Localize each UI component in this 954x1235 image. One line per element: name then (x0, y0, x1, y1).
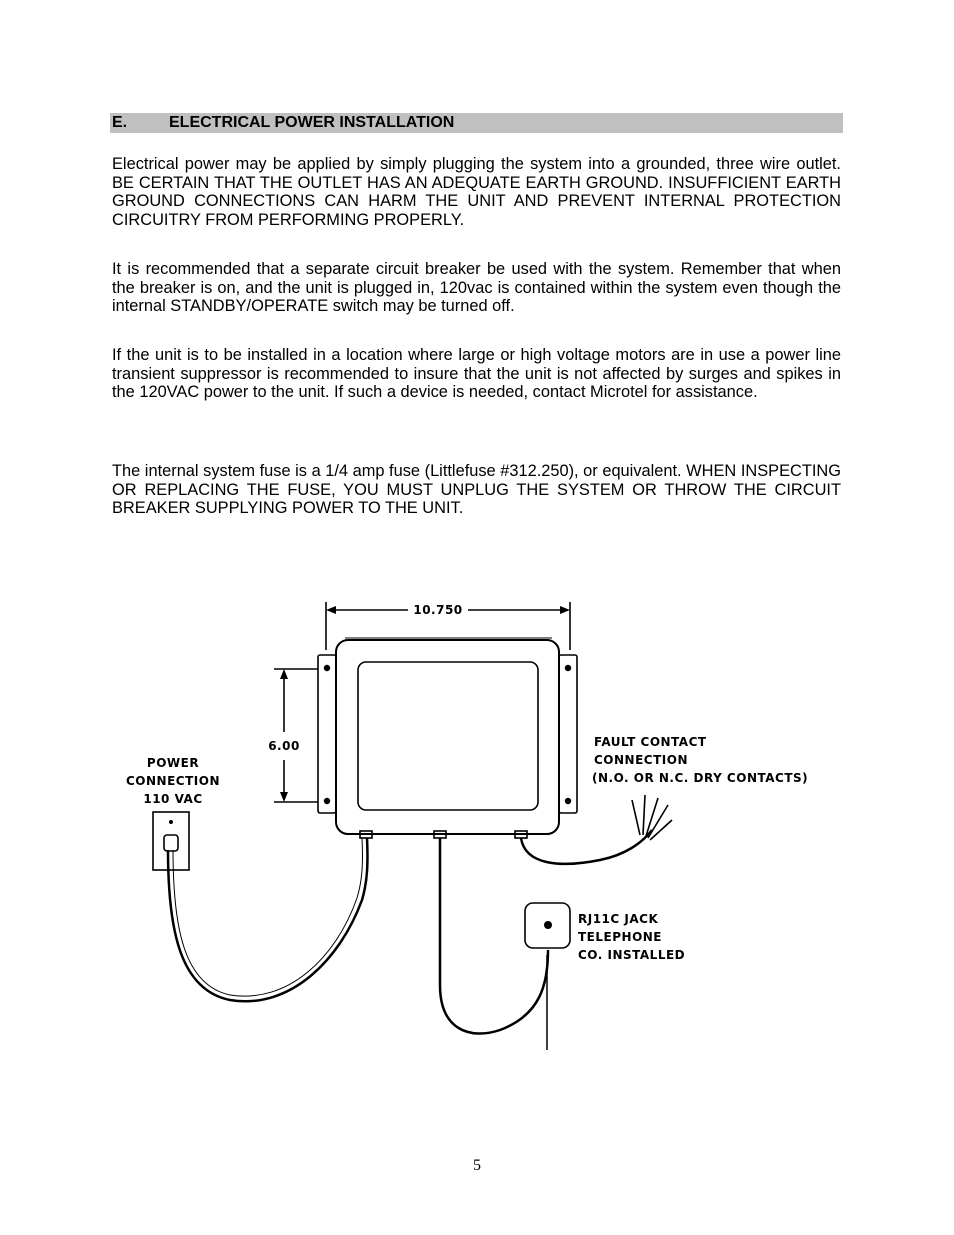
fault-wire-1 (632, 800, 640, 835)
left-mounting-flange (318, 655, 336, 813)
height-arrow-bottom (280, 792, 288, 802)
fault-label-line-1: FAULT CONTACT (594, 735, 707, 749)
power-label-line-1: POWER (146, 756, 200, 770)
jack-socket (544, 921, 552, 929)
right-mounting-flange (559, 655, 577, 813)
installation-diagram (100, 585, 860, 1065)
mounting-hole (565, 798, 571, 804)
fault-label-line-3: (N.O. OR N.C. DRY CONTACTS) (592, 771, 809, 785)
mounting-hole (324, 798, 330, 804)
width-dimension-label: 10.750 (413, 603, 463, 617)
jack-label-line-2: TELEPHONE (578, 930, 663, 944)
fault-label-line-2: CONNECTION (594, 753, 688, 767)
mounting-hole (565, 665, 571, 671)
width-arrow-left (326, 606, 336, 614)
page-number: 5 (473, 1157, 481, 1174)
power-cord-edge (173, 838, 362, 996)
diagram-drawing (100, 585, 860, 1065)
paragraph-grounding: Electrical power may be applied by simply plugging the system into a grounded, three wire outlet. BE CERTAIN THAT THE OUTLET HAS AN ADEQUATE EARTH GROUND. INSUFFICIENT EARTH GROUND CONNECTIONS CAN HARM THE UNIT AND PREVENT INTERNAL PROTECTION CIRCUITRY FROM PERFORMING PROPERLY. (112, 155, 841, 229)
fault-cable (521, 830, 652, 864)
power-cord (168, 838, 367, 1001)
section-heading (110, 113, 843, 133)
unit-window (358, 662, 538, 810)
mounting-hole (324, 665, 330, 671)
jack-label-line-1: RJ11C JACK (578, 912, 659, 926)
height-dimension-label: 6.00 (268, 739, 300, 753)
phone-cord (440, 838, 548, 1034)
width-arrow-right (560, 606, 570, 614)
outlet-screw (169, 820, 173, 824)
jack-label-line-3: CO. INSTALLED (578, 948, 686, 962)
paragraph-transient-suppressor: If the unit is to be installed in a location where large or high voltage motors are in use a power line transient suppressor is recommended to insure that the unit is not affected by surges and spikes in the 120VAC power to the unit. If such a device is needed, contact Microtel for assistance. (112, 346, 841, 402)
fault-wire-2 (643, 795, 645, 835)
outlet-plug (164, 835, 178, 851)
unit-enclosure (336, 640, 559, 834)
power-label-line-3: 110 VAC (143, 792, 203, 806)
section-letter: E. (112, 114, 128, 131)
power-label-line-2: CONNECTION (126, 774, 220, 788)
paragraph-fuse: The internal system fuse is a 1/4 amp fuse (Littlefuse #312.250), or equivalent. WHEN INSPECTING OR REPLACING THE FUSE, YOU MUST UNPLUG THE SYSTEM OR THROW THE CIRCUIT BREAKER SUPPLYING POWER TO THE UNIT. (112, 462, 841, 518)
height-arrow-top (280, 669, 288, 679)
diagram-marks (169, 606, 571, 929)
paragraph-circuit-breaker: It is recommended that a separate circuit breaker be used with the system. Remember that when the breaker is on, and the unit is plugged in, 120vac is contained within the system even though the internal STANDBY/OPERATE switch may be turned off. (112, 260, 841, 316)
section-title: ELECTRICAL POWER INSTALLATION (169, 114, 455, 131)
